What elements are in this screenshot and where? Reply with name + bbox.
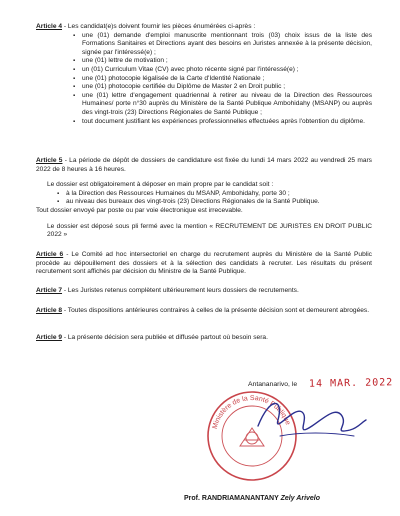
list-item: ▪ une (01) photocopie certifiée du Diplôme de Master 2 en Droit public ; <box>82 83 372 92</box>
article-5-label: Article 5 <box>36 157 63 164</box>
deposit-intro: Le dossier est obligatoirement à déposer en main propre par le candidat soit : <box>47 181 274 189</box>
deposit-list <box>36 190 372 207</box>
article-4-intro-text: - Les candidat(e)s doivent fournir les pièces énumérées ci-après : <box>62 23 256 30</box>
article-8-label: Article 8 <box>36 307 63 314</box>
signature-icon <box>250 386 370 456</box>
article-5-text <box>36 157 372 174</box>
article-9 <box>36 334 372 343</box>
article-7-label: Article 7 <box>36 287 63 294</box>
article-9-text <box>36 334 372 343</box>
list-item: ▪ une (01) lettre de motivation ; <box>82 57 372 66</box>
list-item: ▪ tout document justifiant les expériences professionnelles effectuées après l'obtention du diplôme. <box>82 118 372 127</box>
list-item: ▪ au niveau des bureaux des vingt-trois (23) Directions Régionales de la Santé Publique. <box>66 198 372 207</box>
article-6-label: Article 6 <box>36 251 64 258</box>
envelope-mention: Le dossier est déposé sous pli fermé avec la mention « RECRUTEMENT DE JURISTES EN DROIT PUBLIC 2022 » <box>47 222 372 239</box>
article-4-label: Article 4 <box>36 23 63 30</box>
article-7-body: - Les Juristes retenus complètent ultérieurement leurs dossiers de recrutements. <box>62 287 299 294</box>
place-label: Antananarivo, le <box>248 381 298 388</box>
article-4-list <box>36 32 372 127</box>
article-7 <box>36 287 372 296</box>
list-item: ▪ une (01) lettre d'engagement quadriennal à retirer au niveau de la Direction des Ressources Humaines/ porte n°30 auprès du Ministère de la Santé Publique Ambohidahy (MSANP) ou auprès des vingt-trois (23) Directions Régionales de Santé Publique ; <box>82 92 372 118</box>
article-9-label: Article 9 <box>36 334 63 341</box>
article-5 <box>36 157 372 240</box>
article-6 <box>36 251 372 277</box>
article-6-text <box>36 251 372 277</box>
article-9-body: - La présente décision sera publiée et diffusée partout où besoin sera. <box>62 334 268 341</box>
article-4-intro <box>36 23 372 32</box>
article-6-body: - Le Comité ad hoc intersectoriel en charge du recrutement auprès du Ministère de la Santé Public procède au dépouillement des dossiers et à la sélection des candidats à recruter. Les résultats du présent recrutement sont affichés par décision du Ministre de la Santé Publique. <box>36 251 372 276</box>
handwritten-date: 14 MAR. 2022 <box>308 377 394 390</box>
deposit-note: Tout dossier envoyé par poste ou par voie électronique est irrecevable. <box>36 206 243 214</box>
article-8-text <box>36 307 372 316</box>
svg-text:Ministère de la Santé Publique: Ministère de la Santé Publique <box>211 394 292 430</box>
signer-firstname: Zely Arivelo <box>280 495 321 502</box>
signer-name <box>184 495 320 502</box>
list-item: ▪ à la Direction des Ressources Humaines du MSANP, Ambohidahy, porte 30 ; <box>66 190 372 199</box>
signer-lastname: Prof. RANDRIAMANANTANY <box>184 495 279 502</box>
article-5-body: - La période de dépôt de dossiers de candidature est fixée du lundi 14 mars 2022 au vendredi 25 mars 2022 de 8 heures à 16 heures. <box>36 157 372 173</box>
article-4 <box>36 23 372 126</box>
list-item: ▪ une (01) photocopie légalisée de la Carte d'Identité Nationale ; <box>82 75 372 84</box>
article-8-body: - Toutes dispositions antérieures contraires à celles de la présente décision sont et demeurent abrogées. <box>62 307 370 314</box>
list-item: ▪ un (01) Curriculum Vitae (CV) avec photo récente signé par l'intéressé(e) ; <box>82 66 372 75</box>
article-7-text <box>36 287 372 296</box>
list-item: ▪ une (01) demande d'emploi manuscrite mentionnant trois (03) choix issus de la liste des Formations Sanitaires et Directions ayant des besoins en Juristes annexée à la présente décision, signée par l'intéressé(e) ; <box>82 32 372 58</box>
article-8 <box>36 307 372 316</box>
